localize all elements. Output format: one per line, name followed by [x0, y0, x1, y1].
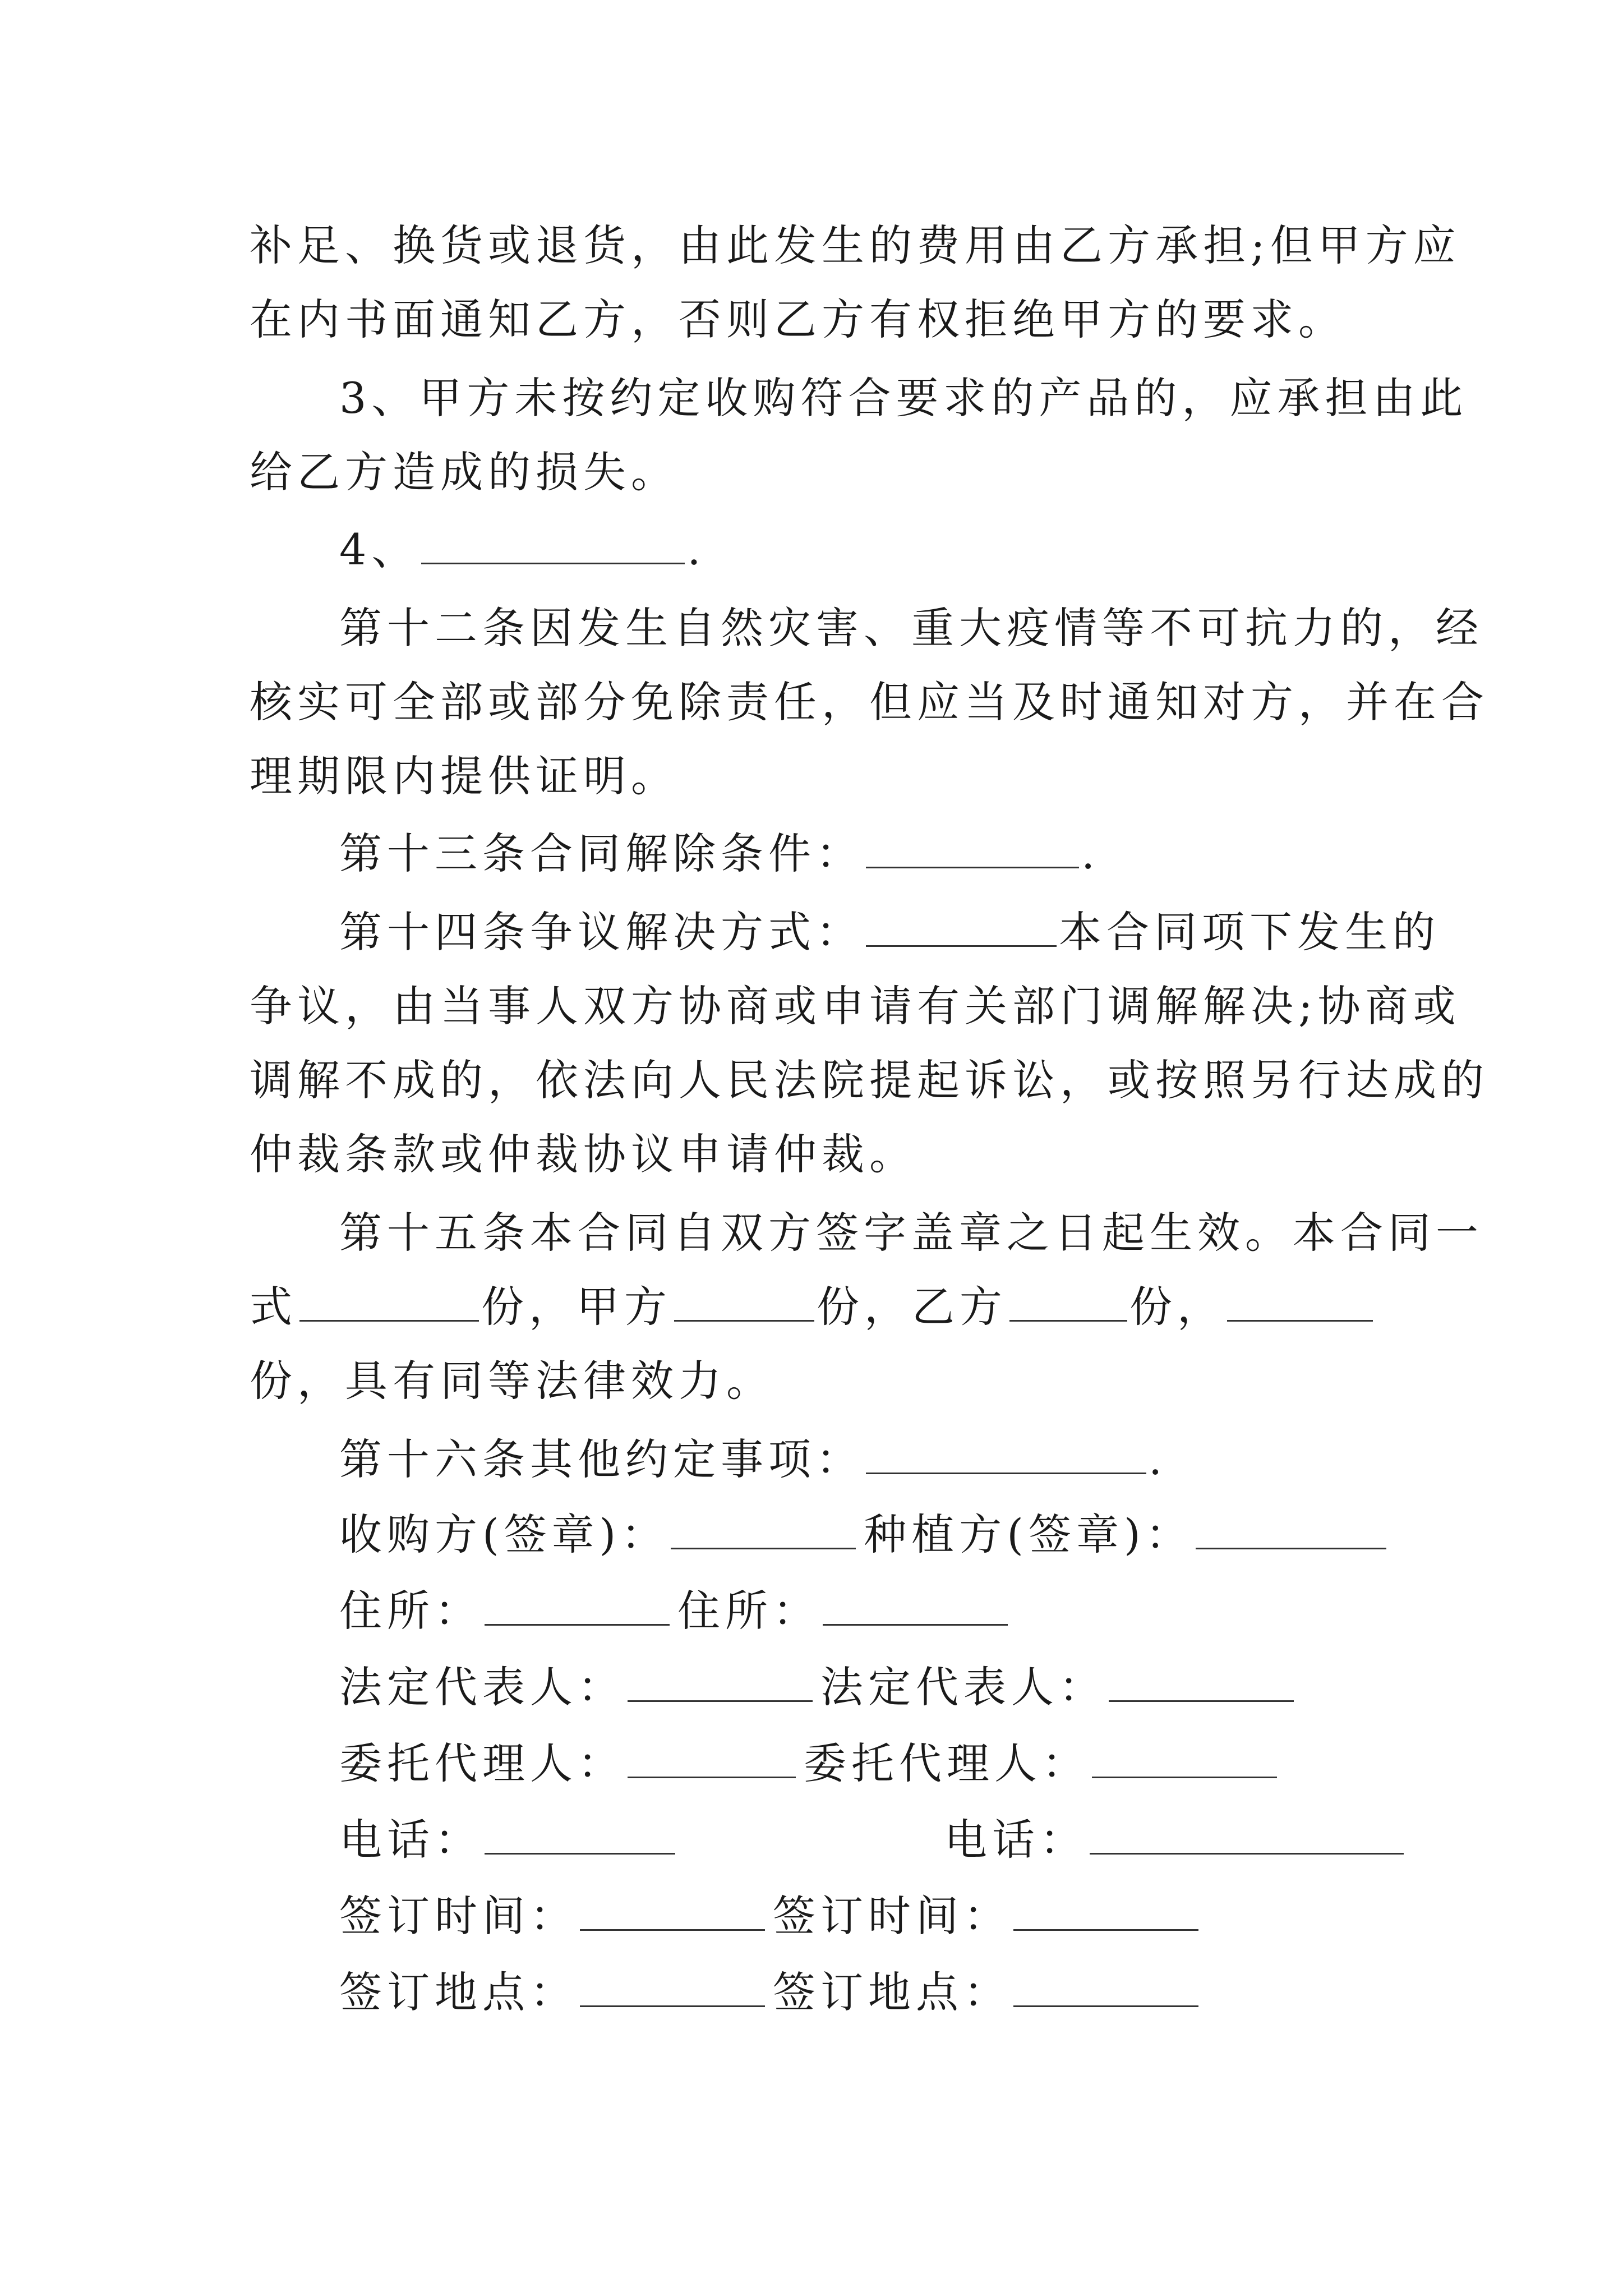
signature-row: [339, 1806, 1394, 1874]
purchaser-sign-date-blank[interactable]: [580, 1895, 765, 1931]
paragraph-line: [250, 1121, 1394, 1188]
text-run: 第十六条其他约定事项：: [339, 1434, 864, 1484]
grower-seal-blank[interactable]: [1196, 1514, 1386, 1549]
text-run: 份，: [1129, 1282, 1225, 1332]
signature-row: [339, 1501, 1394, 1568]
copies-line: [250, 1273, 1394, 1341]
article-13-line: [339, 820, 1394, 887]
grower-address-label: 住所：: [677, 1586, 820, 1636]
signature-row: [339, 1883, 1394, 1950]
paragraph-line: [250, 1047, 1489, 1114]
grower-agent-label: 委托代理人：: [804, 1738, 1090, 1788]
paragraph-line: [250, 439, 1394, 506]
paragraph-line: [250, 212, 1461, 279]
article-15-line: [339, 1199, 1483, 1267]
article-12-line: [339, 595, 1483, 662]
signature-row: [339, 1730, 1394, 1797]
text-run: 第十二条因发生自然灾害、重大疫情等不可抗力的，经: [339, 603, 1483, 653]
paragraph-line: [250, 1347, 1394, 1415]
grower-legal-rep-label: 法定代表人：: [820, 1662, 1106, 1712]
purchaser-legal-rep-blank[interactable]: [628, 1667, 813, 1702]
paragraph-line: [250, 743, 1394, 810]
purchaser-sign-place-blank[interactable]: [580, 1972, 765, 2007]
text-run: 3、甲方未按约定收购符合要求的产品的，应承担由此: [339, 373, 1468, 423]
text-run: 补足、换货或退货，由此发生的费用由乙方承担;但甲方应: [250, 220, 1461, 270]
text-run: 给乙方造成的损失。: [250, 447, 679, 497]
grower-agent-blank[interactable]: [1092, 1743, 1277, 1778]
purchaser-legal-rep-label: 法定代表人：: [339, 1662, 625, 1712]
text-run: .: [687, 524, 706, 574]
grower-sign-place-label: 签订地点：: [773, 1967, 1011, 2017]
text-run: 仲裁条款或仲裁协议申请仲裁。: [250, 1129, 917, 1179]
text-run: 理期限内提供证明。: [250, 751, 679, 801]
article-14-line: [339, 899, 1440, 966]
fill-in-blank[interactable]: [866, 1439, 1146, 1474]
text-run: 式: [250, 1282, 297, 1332]
grower-phone-label: 电话：: [944, 1815, 1087, 1865]
text-run: 争议，由当事人双方协商或申请有关部门调解解决;协商或: [250, 981, 1461, 1031]
text-run: 本合同项下发生的: [1059, 907, 1440, 957]
grower-address-blank[interactable]: [823, 1590, 1008, 1626]
grower-sign-date-label: 签订时间：: [773, 1891, 1011, 1941]
fill-in-blank[interactable]: [866, 833, 1079, 868]
text-run: 在内书面通知乙方，否则乙方有权拒绝甲方的要求。: [250, 295, 1346, 344]
purchaser-sign-place-label: 签订地点：: [339, 1967, 578, 2017]
text-run: 份，具有同等法律效力。: [250, 1356, 774, 1406]
purchaser-address-blank[interactable]: [485, 1590, 670, 1626]
clause-3-line: [339, 365, 1468, 432]
article-16-line: [339, 1426, 1394, 1493]
grower-phone-blank[interactable]: [1090, 1819, 1404, 1855]
text-run: .: [1149, 1434, 1168, 1484]
grower-seal-label: 种植方(签章)：: [864, 1510, 1193, 1559]
text-run: 调解不成的，依法向人民法院提起诉讼，或按照另行达成的: [250, 1055, 1489, 1105]
purchaser-agent-label: 委托代理人：: [339, 1738, 625, 1788]
purchaser-phone-label: 电话：: [339, 1815, 482, 1865]
fill-in-blank[interactable]: [1227, 1286, 1373, 1322]
signature-row: [339, 1577, 1394, 1645]
paragraph-line: [250, 669, 1489, 736]
text-run: 4、: [339, 524, 419, 574]
purchaser-agent-blank[interactable]: [628, 1743, 796, 1778]
grower-legal-rep-blank[interactable]: [1109, 1667, 1294, 1702]
paragraph-line: [250, 973, 1461, 1040]
text-run: 第十四条争议解决方式：: [339, 907, 864, 957]
text-run: 第十三条合同解除条件：: [339, 829, 864, 878]
text-run: 第十五条本合同自双方签字盖章之日起生效。本合同一: [339, 1208, 1483, 1258]
purchaser-address-label: 住所：: [339, 1586, 482, 1636]
grower-sign-place-blank[interactable]: [1013, 1972, 1198, 2007]
fill-in-blank[interactable]: [674, 1286, 814, 1322]
text-run: 核实可全部或部分免除责任，但应当及时通知对方，并在合: [250, 677, 1489, 727]
paragraph-line: [250, 286, 1394, 353]
signature-row: [339, 1959, 1394, 2026]
clause-4-line: [339, 516, 1394, 583]
text-run: .: [1081, 829, 1100, 878]
text-run: 份，乙方: [817, 1282, 1007, 1332]
text-run: 份，甲方: [481, 1282, 672, 1332]
signature-row: [339, 1654, 1394, 1721]
purchaser-seal-blank[interactable]: [671, 1514, 856, 1549]
fill-in-blank[interactable]: [866, 912, 1057, 947]
purchaser-sign-date-label: 签订时间：: [339, 1891, 578, 1941]
fill-in-blank[interactable]: [1009, 1286, 1127, 1322]
fill-in-blank[interactable]: [421, 529, 685, 564]
purchaser-phone-blank[interactable]: [485, 1819, 675, 1855]
grower-sign-date-blank[interactable]: [1013, 1895, 1198, 1931]
fill-in-blank[interactable]: [299, 1286, 479, 1322]
purchaser-seal-label: 收购方(签章)：: [339, 1510, 669, 1559]
